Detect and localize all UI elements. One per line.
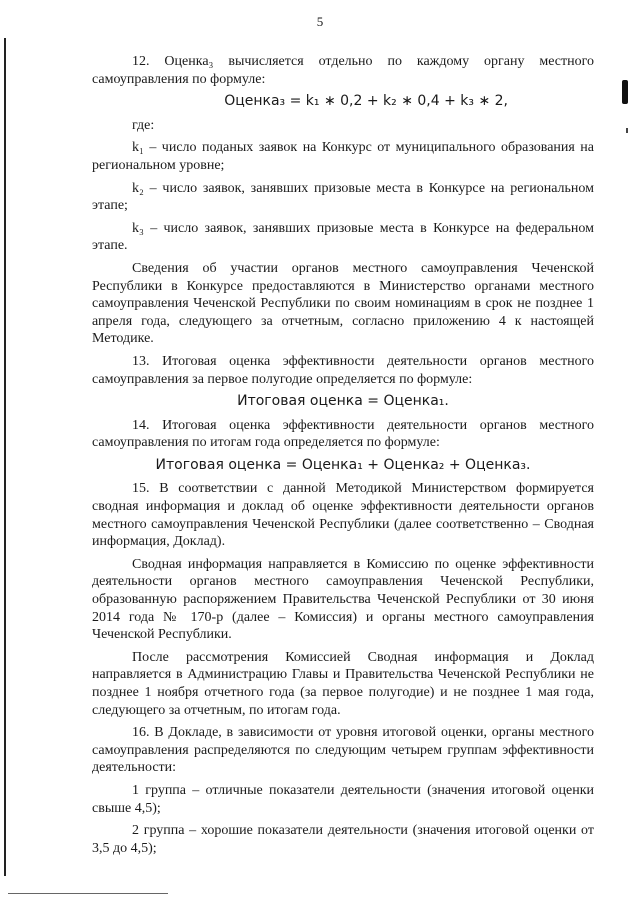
definition-k1: k₁ – число поданых заявок на Конкурс от муниципального образования на региональном уровне; [92,140,594,173]
document-body [92,53,594,862]
paragraph-summary-sent: Сводная информация направляется в Комиссию по оценке эффективности деятельности органов местного самоуправления Чеченской Республики, образованную распоряжением Правительства Чеченской Республики от 30 июня 2014 года № 170-р (далее – Комиссия) и органы местного самоуправления Чеченской Республики. [92,556,594,643]
group-2-item: 2 группа – хорошие показатели деятельности (значения итоговой оценки от 3,5 до 4,5); [92,823,594,856]
paragraph-12: 12. Оценка₃ вычисляется отдельно по каждому органу местного самоуправления по формуле: [92,54,594,87]
where-label: где: [132,117,155,133]
paragraph-16: 16. В Докладе, в зависимости от уровня итоговой оценки, органы местного самоуправления распределяются по следующим четырем группам эффективности деятельности: [92,725,594,776]
footer-rule [8,893,168,894]
paragraph-13: 13. Итоговая оценка эффективности деятельности органов местного самоуправления за первое полугодие определяется по формуле: [92,353,594,387]
formula-score-3: Оценка₃ = k₁ ∗ 0,2 + k₂ ∗ 0,4 + k₃ ∗ 2, [224,93,508,110]
paragraph-after-review: После рассмотрения Комиссией Сводная информация и Доклад направляется в Администрацию Главы и Правительства Чеченской Республики не позднее 1 ноября отчетного года (за первое полугодие) и не позднее 1 мая года, следующего за отчетным, по итогам года. [92,649,594,718]
scan-margin-dot [626,128,628,133]
scan-margin-mark [622,80,628,104]
scan-edge-line [4,38,6,876]
formula-year: Итоговая оценка = Оценка₁ + Оценка₂ + Оценка₃. [155,456,531,473]
definition-k3: k₃ – число заявок, занявших призовые места в Конкурсе на федеральном этапе. [92,220,594,254]
page-number: 5 [316,14,324,29]
group-1-item: 1 группа – отличные показатели деятельности (значения итоговой оценки свыше 4,5); [92,782,594,816]
paragraph-14: 14. Итоговая оценка эффективности деятельности органов местного самоуправления по итогам года определяется по формуле: [92,417,594,451]
paragraph-contest-info: Сведения об участии органов местного самоуправления Чеченской Республики в Конкурсе предоставляются в Министерство органами местного самоуправления Чеченской Республики по своим номинациям в срок не позднее 1 апреля года, следующего за отчетным, согласно приложению 4 к настоящей Методике. [92,260,594,347]
paragraph-15: 15. В соответствии с данной Методикой Министерством формируется сводная информация и доклад об оценке эффективности деятельности органов местного самоуправления Чеченской Республики (далее соответственно – Сводная информация, Доклад). [92,481,594,550]
formula-half-year: Итоговая оценка = Оценка₁. [237,393,449,410]
definition-k2: k₂ – число заявок, занявших призовые места в Конкурсе на региональном этапе; [92,180,594,214]
